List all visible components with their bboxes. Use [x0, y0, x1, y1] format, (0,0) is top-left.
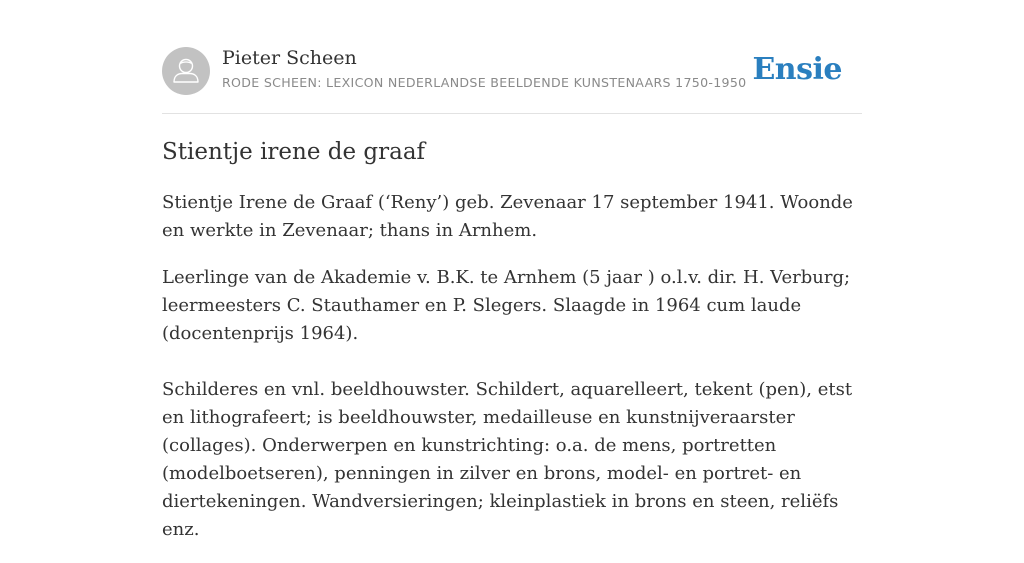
paragraph-1: Stientje Irene de Graaf (‘Reny’) geb. Zevenaar 17 september 1941. Woonde en werkte in Zevenaar; thans in Arnhem. — [162, 192, 853, 241]
author-avatar[interactable] — [162, 47, 210, 95]
article-body — [162, 189, 862, 563]
author-name[interactable]: Pieter Scheen — [222, 47, 357, 69]
paragraph-3: Schilderes en vnl. beeldhouwster. Schildert, aquarelleert, tekent (pen), etst en lithografeert; is beeldhouwster, medailleuse en kunstnijveraarster (collages). Onderwerpen en kunstrichting: o.a. de mens, portretten (modelboetseren), penningen in zilver en brons, model- en portret- en diertekeningen. Wandversieringen; kleinplastiek in brons en steen, reliëfs enz. — [162, 379, 853, 540]
page-container — [162, 0, 862, 540]
ensie-logo[interactable]: Ensie — [752, 52, 842, 87]
paragraph-2: Leerlinge van de Akademie v. B.K. te Arnhem (5 jaar ) o.l.v. dir. H. Verburg; leermeesters C. Stauthamer en P. Slegers. Slaagde in 1964 cum laude (docentenprijs 1964). — [162, 267, 851, 344]
article-title: Stientje irene de graaf — [162, 139, 426, 165]
user-icon — [162, 47, 210, 95]
article-header — [162, 0, 862, 114]
source-title[interactable]: RODE SCHEEN: LEXICON NEDERLANDSE BEELDENDE KUNSTENAARS 1750-1950 — [222, 75, 747, 90]
